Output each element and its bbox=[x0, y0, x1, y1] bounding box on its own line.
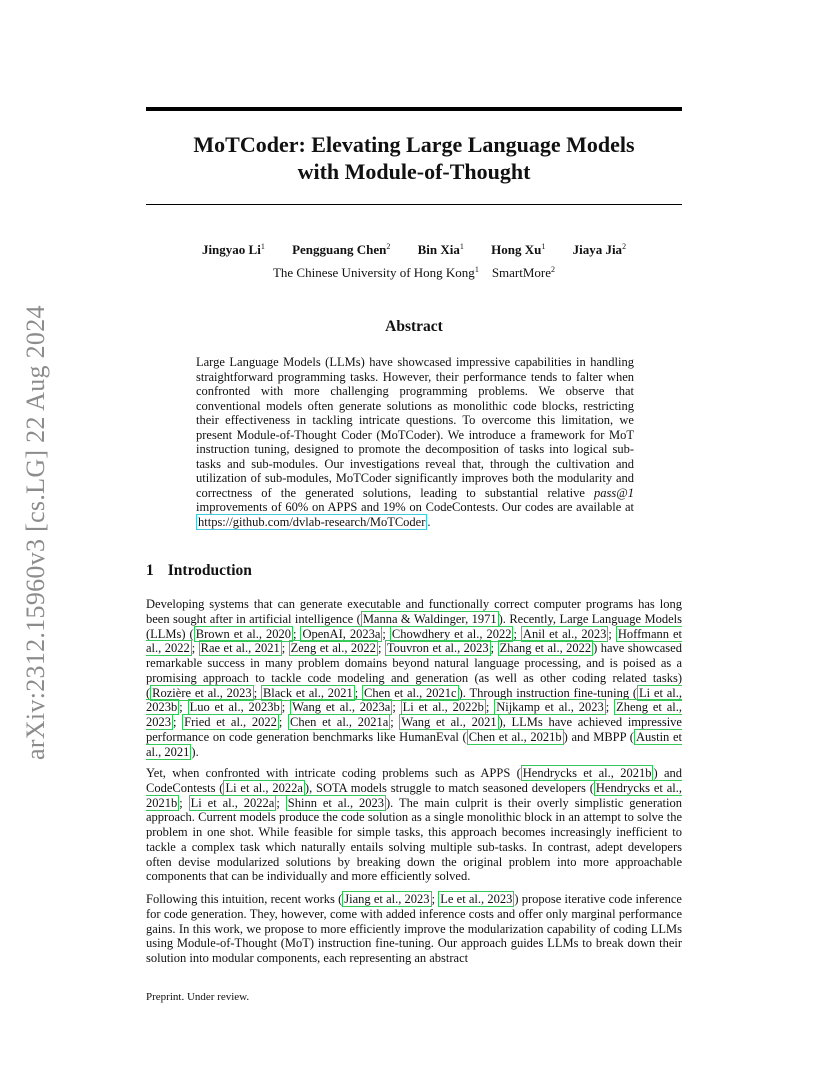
citation[interactable]: Chen et al., 2021c bbox=[364, 685, 457, 700]
citation[interactable]: Le et al., 2023 bbox=[440, 892, 513, 906]
citation[interactable]: Zeng et al., 2022 bbox=[290, 641, 376, 656]
citation[interactable]: Chen et al., 2021a bbox=[290, 715, 389, 729]
github-link[interactable]: https://github.com/dvlab-research/MoTCoder bbox=[198, 515, 426, 530]
citation[interactable]: Hendrycks et al., 2021b bbox=[522, 766, 652, 780]
author: Bin Xia$^1$ bbox=[417, 242, 464, 257]
citation[interactable]: Anil et al., 2023 bbox=[522, 626, 607, 641]
intro-paragraph-1: Developing systems that can generate executable and functionally correct computer programs has long been sought after in artificial intelligence ( Manna & Waldinger, 1971 ). Recently, Large Language Models (LLMs) ( Brown et al., 2020 ; OpenAI, 2023a ; Chowdhery et al., 2022 ; Anil et al., 2023 ; Hoffmann et al., 2022 ; Rae et al., 2021 ; Zeng et al., 2022 ; Touvron et al., 2023 ; Zhang et al., 2022 ) have showcased remarkable success in many problem domains beyond natural language processing, and is poised as a promising approach to tackle code modeling and generation (as well as other coding related tasks) ( Rozière et al., 2023 ; Black et al., 2021 ; Chen et al., 2021c ). Through instruction fine-tuning ( Li et al., 2023b ; Luo et al., 2023b ; Wang et al., 2023a ; Li et al., 2022b ; Nijkamp et al., 2023 ; Zheng et al., 2023 ; Fried et al., 2022 ; Chen et al., 2021a ; Wang et al., 2021 ), LLMs have achieved impressive performance on code generation benchmarks like HumanEval ( Chen et al., 2021b ) and MBPP ( Austin et al., 2021 ). bbox=[146, 597, 683, 759]
citation[interactable]: Chen et al., 2021b bbox=[468, 729, 562, 744]
citation[interactable]: Rae et al., 2021 bbox=[200, 641, 280, 656]
title-top-rule bbox=[146, 107, 682, 111]
author-list bbox=[146, 241, 682, 259]
citation[interactable]: Zheng et al., 2023 bbox=[146, 700, 683, 729]
abstract-text: Large Language Models (LLMs) have showcased impressive capabilities in handling straightforward programming tasks. However, their performance tends to falter when confronted with more challenging programming problems. We observe that conventional models often generate solutions as monolithic code blocks, restricting their effectiveness in tackling intricate questions. To overcome this limitation, we present Module-of-Thought Coder (MoTCoder). We introduce a framework for MoT instruction tuning, designed to promote the decomposition of tasks into logical sub-tasks and sub-modules. Our investigations reveal that, through the cultivation and utilization of sub-modules, MoTCoder significantly improves both the modularity and correctness of the generated solutions, leading to substantial relative pass@1 improvements of 60% on APPS and 19% on CodeContests. Our codes are available at https://github.com/dvlab-research/MoTCoder . bbox=[196, 355, 634, 530]
citation[interactable]: Manna & Waldinger, 1971 bbox=[362, 611, 497, 626]
author: Jiaya Jia$^2$ bbox=[572, 242, 627, 257]
affiliations bbox=[146, 264, 682, 282]
citation[interactable]: Zhang et al., 2022 bbox=[499, 641, 592, 656]
title-bottom-rule bbox=[146, 204, 682, 205]
citation[interactable]: Wang et al., 2023a bbox=[292, 700, 391, 715]
citation[interactable]: Austin et al., 2021 bbox=[146, 729, 683, 759]
intro-paragraph-3: Following this intuition, recent works ( Jiang et al., 2023 ; Le et al., 2023 ) propose iterative code inference for code generation. They, however, come with added inference costs and offer only marginal performance gains. In this work, we propose to more efficiently improve the modularization capability of coding LLMs using Module-of-Thought (MoT) instruction fine-tuning. Our approach guides LLMs to break down their solution into modular components, each representing an abstract bbox=[146, 892, 682, 965]
citation[interactable]: Li et al., 2023b bbox=[146, 685, 682, 715]
preprint-footer: Preprint. Under review. bbox=[146, 991, 250, 1003]
citation[interactable]: Wang et al., 2021 bbox=[401, 715, 497, 729]
citation[interactable]: Brown et al., 2020 bbox=[195, 626, 292, 641]
citation[interactable]: OpenAI, 2023a bbox=[302, 626, 381, 641]
title-line-1: MoTCoder: Elevating Large Language Models bbox=[193, 132, 635, 157]
citation[interactable]: Rozière et al., 2023 bbox=[152, 685, 252, 700]
citation[interactable]: Black et al., 2021 bbox=[262, 685, 353, 700]
citation[interactable]: Hoffmann et al., 2022 bbox=[146, 626, 683, 656]
affiliation: SmartMore$^2$ bbox=[491, 265, 556, 280]
citation[interactable]: Hendrycks et al., 2021b bbox=[146, 780, 682, 810]
citation[interactable]: Chowdhery et al., 2022 bbox=[391, 626, 512, 641]
affiliation: The Chinese University of Hong Kong$^1$ bbox=[272, 265, 479, 280]
author: Jingyao Li$^1$ bbox=[201, 242, 265, 257]
citation[interactable]: Nijkamp et al., 2023 bbox=[496, 700, 604, 715]
title-line-2: with Module-of-Thought bbox=[297, 159, 531, 184]
citation[interactable]: Li et al., 2022b bbox=[402, 700, 484, 715]
citation[interactable]: Shinn et al., 2023 bbox=[287, 795, 384, 810]
intro-paragraph-2: Yet, when confronted with intricate coding problems such as APPS ( Hendrycks et al., 2021b ) and CodeContests ( Li et al., 2022a ), SOTA models struggle to match seasoned developers ( Hendrycks et al., 2021b ; Li et al., 2022a ; Shinn et al., 2023 ). The main culprit is their overly simplistic generation approach. Current models produce the code solution as a single monolithic block in an attempt to solve the problem in one shot. While feasible for simple tasks, this approach becomes increasingly inefficient to tackle a complex task which naturally entails solving multiple sub-tasks. In contrast, adept developers often devise modularized solutions by breaking down the original problem into more approachable components that can be individually and more efficiently solved. bbox=[146, 766, 683, 884]
author: Pengguang Chen$^2$ bbox=[292, 242, 391, 257]
section-heading: 1 Introduction bbox=[146, 562, 252, 579]
citation[interactable]: Jiang et al., 2023 bbox=[344, 892, 430, 906]
citation[interactable]: Touvron et al., 2023 bbox=[386, 641, 489, 656]
citation[interactable]: Li et al., 2022a bbox=[225, 780, 303, 795]
abstract-heading: Abstract bbox=[385, 318, 443, 335]
arxiv-stamp: arXiv:2312.15960v3 [cs.LG] 22 Aug 2024 bbox=[21, 305, 50, 760]
metric-pass-at-1: pass@1 bbox=[594, 485, 634, 500]
citation[interactable]: Luo et al., 2023b bbox=[189, 700, 280, 715]
citation[interactable]: Li et al., 2022a bbox=[190, 795, 275, 810]
citation[interactable]: Fried et al., 2022 bbox=[184, 715, 277, 729]
author: Hong Xu$^1$ bbox=[491, 242, 546, 257]
paper-title bbox=[146, 131, 682, 185]
